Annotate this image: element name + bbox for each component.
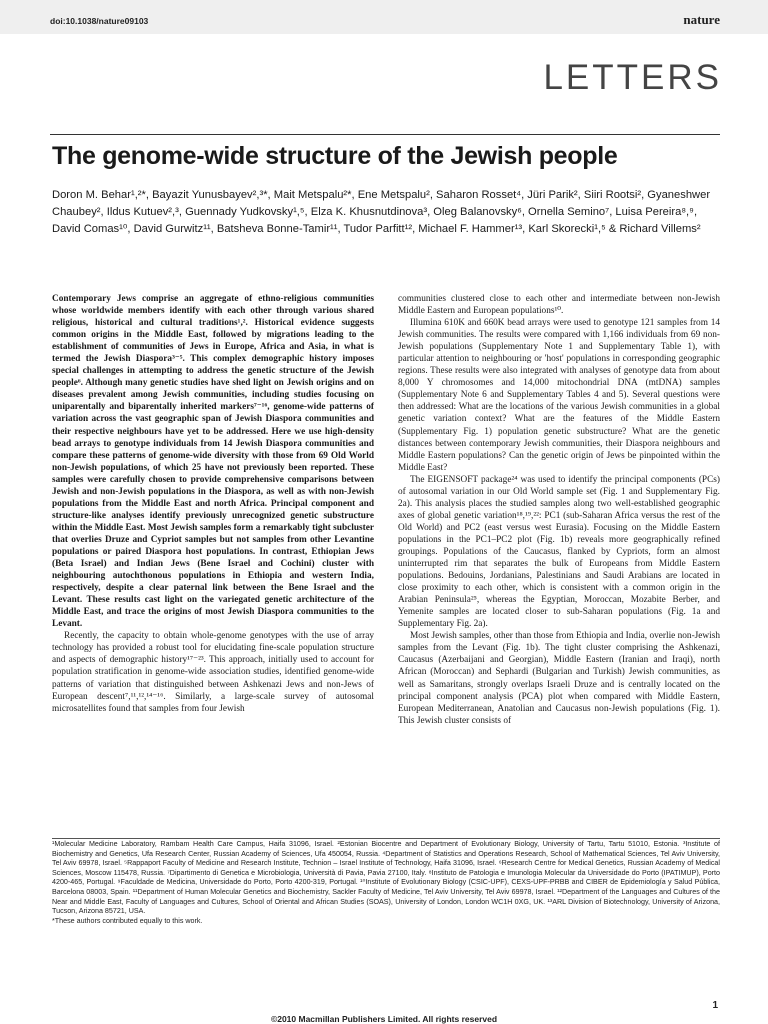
footnote-divider bbox=[52, 838, 720, 839]
body-column-left bbox=[52, 293, 374, 715]
affiliations-footnote bbox=[52, 840, 720, 926]
author-list: Doron M. Behar¹,²*, Bayazit Yunusbayev²,³*, Mait Metspalu²*, Ene Metspalu², Saharon Rosset⁴, Jüri Parik², Siiri Rootsi², Gyaneshwer Chaubey², Ildus Kutuev²,³, Guennady Yudkovsky¹,⁵, Elza K. Khusnutdinova³, Oleg Balanovsky⁶, Ornella Semino⁷, Luisa Pereira⁸,⁹, David Comas¹⁰, David Gurwitz¹¹, Batsheva Bonne-Tamir¹¹, Tudor Parfitt¹², Michael F. Hammer¹³, Karl Skorecki¹,⁵ & Richard Villems² bbox=[52, 189, 711, 235]
body-paragraph: Most Jewish samples, other than those from Ethiopia and India, overlie non-Jewish samples from the Levant (Fig. 1b). The tight cluster comprising the Ashkenazi, Caucasus (Azerbaijani and Georgian), Middle Eastern (Iranian and Iraqi), north African (Moroccan) and Sephardi (Bulgarian and Turkish) Jewish communities, as well as Samaritans, strongly overlaps Israeli Druze and is centrally located on the principal component analysis (PCA) plot when compared with Middle Eastern, European Mediterranean, Anatolian and Caucasus non-Jewish populations (Fig. 1). This Jewish cluster consists of bbox=[398, 631, 720, 726]
copyright-notice: ©2010 Macmillan Publishers Limited. All rights reserved bbox=[270, 1014, 498, 1024]
equal-contribution-note: *These authors contributed equally to this work. bbox=[52, 916, 203, 925]
doi-label[interactable]: doi:10.1038/nature09103 bbox=[50, 16, 149, 26]
section-label: LETTERS bbox=[543, 58, 722, 97]
abstract-paragraph: Contemporary Jews comprise an aggregate of ethno-religious communities whose worldwide members identify with each other through various shared religious, historical and cultural traditions¹,². Historical evidence suggests common origins in the Middle East, followed by migrations leading to the establishment of communities of Jews in Europe, Africa and Asia, in what is termed the Jewish Diaspora³⁻⁵. This complex demographic history imposes special challenges in attempting to address the genetic structure of the Jewish people⁶. Although many genetic studies have shed light on Jewish origins and on diseases prevalent among Jewish communities, including studies focusing on uniparentally and biparentally inherited markers⁷⁻¹⁶, genome-wide patterns of variation across the vast geographic span of Jewish Diaspora communities and their respective neighbours have yet to be addressed. Here we use high-density bead arrays to genotype individuals from 14 Jewish Diaspora communities and compare these patterns of genome-wide diversity with those from 69 Old World non-Jewish populations, of which 25 have not previously been reported. These samples were carefully chosen to provide comprehensive comparisons between Jewish and non-Jewish populations in the Diaspora, as well as with non-Jewish populations from the Middle East and north Africa. Principal component and structure-like analyses identify previously unrecognized genetic substructure within the Middle East. Most Jewish samples form a remarkably tight subcluster that overlies Druze and Cypriot samples but not samples from other Levantine populations or paired Diaspora host populations. In contrast, Ethiopian Jews (Beta Israel) and Indian Jews (Bene Israel and Cochini) cluster with neighbouring autochthonous populations in Ethiopia and western India, respectively, despite a clear paternal link between the Bene Israel and the Levant. These results cast light on the variegated genetic architecture of the Middle East, and trace the origins of most Jewish Diaspora communities to the Levant. bbox=[52, 294, 374, 630]
affiliations-text: ¹Molecular Medicine Laboratory, Rambam Health Care Campus, Haifa 31096, Israel. ²Estonian Biocentre and Department of Evolutionary Biology, University of Tartu, Tartu 51010, Estonia. ³Institute of Biochemistry and Genetics, Ufa Research Center, Russian Academy of Sciences, Ufa 450054, Russia. ⁴Department of Statistics and Operations Research, School of Mathematical Sciences, Tel Aviv University, Tel Aviv 69978, Israel. ⁵Rappaport Faculty of Medicine and Research Institute, Technion – Israel Institute of Technology, Haifa 31096, Israel. ⁶Research Centre for Medical Genetics, Russian Academy of Medical Sciences, Moscow 115478, Russia. ⁷Dipartimento di Genetica e Microbiologia, Università di Pavia, Pavia 27100, Italy. ⁸Instituto de Patologia e Imunologia Molecular da Universidade do Porto (IPATIMUP), Porto 4200-465, Portugal. ⁹Faculdade de Medicina, Universidade do Porto, Porto 4200-319, Portugal. ¹⁰Institute of Evolutionary Biology (CSIC-UPF), CEXS-UPF-PRBB and CIBER de Epidemiología y Salud Pública, Barcelona 08003, Spain. ¹¹Department of Human Molecular Genetics and Biochemistry, Sackler Faculty of Medicine, Tel Aviv University, Tel Aviv 69978, Israel. ¹²Department of the Languages and Cultures of the Near and Middle East, Faculty of Languages and Cultures, School of Oriental and African Studies (SOAS), University of London, London WC1H 0XG, UK. ¹³ARL Division of Biotechnology, University of Arizona, Tucson, Arizona 85721, USA. bbox=[52, 840, 720, 916]
title-divider bbox=[50, 134, 720, 135]
article-title: The genome-wide structure of the Jewish people bbox=[52, 142, 618, 170]
body-paragraph: The EIGENSOFT package²⁴ was used to identify the principal components (PCs) of autosomal variation in our Old World sample set (Fig. 1 and Supplementary Fig. 2a). This analysis places the studied samples along two well-established geographic axes of global genetic variation¹⁸,¹⁹,²²: PC1 (sub-Saharan Africa versus the rest of the Old World) and PC2 (east versus west Eurasia). Focusing on the Middle Eastern populations in the PC1–PC2 plot (Fig. 1b) reveals more geographically refined groupings. Populations of the Caucasus, flanked by Cypriots, form an almost uninterrupted rim that separates the bulk of Europeans from Middle Eastern populations. Bedouins, Jordanians, Palestinians and Saudi Arabians are located in close proximity to each other, which is consistent with a common origin in the Arabian Peninsula²⁵, whereas the Egyptian, Moroccan, Mozabite Berber, and Yemenite samples are located closer to sub-Saharan populations (Fig. 1a and Supplementary Fig. 2a). bbox=[398, 474, 720, 630]
journal-name: nature bbox=[683, 12, 720, 27]
page-number: 1 bbox=[712, 1000, 718, 1011]
body-column-right bbox=[398, 293, 720, 727]
body-paragraph: Recently, the capacity to obtain whole-genome genotypes with the use of array technology has provided a robust tool for elucidating fine-scale population structure and aspects of demographic history¹⁷⁻²³. This approach, initially used to account for population stratification in genome-wide association studies, identified genome-wide patterns of variation that distinguished between Ashkenazi Jews and non-Jews of European descent⁷,¹¹,¹²,¹⁴⁻¹⁶. Similarly, a large-scale survey of autosomal microsatellites found that samples from four Jewish bbox=[52, 631, 374, 714]
body-paragraph: Illumina 610K and 660K bead arrays were used to genotype 121 samples from 14 Jewish communities. The results were compared with 1,166 individuals from 69 non-Jewish populations (Supplementary Note 1 and Supplementary Table 1), with particular attention to neighbouring or 'host' populations in corresponding geographic regions. These results were also integrated with analyses of genotype data from about 8,000 Y chromosomes and 14,000 mitochondrial DNA (mtDNA) samples (Supplementary Note 6 and Supplementary Tables 4 and 5). Several questions were then addressed: What are the locations of the various Jewish communities in a global genetic variation context? What are the features of the Middle Eastern (Supplementary Fig. 1) population genetic substructure? What are the genetic distances between contemporary Jewish communities, their Diaspora neighbours and Middle Eastern populations? Can the genetic origin of Jews be pinpointed within the Middle East? bbox=[398, 318, 720, 473]
body-paragraph: communities clustered close to each other and intermediate between non-Jewish Middle Eastern and European populations¹⁰. bbox=[398, 294, 720, 317]
